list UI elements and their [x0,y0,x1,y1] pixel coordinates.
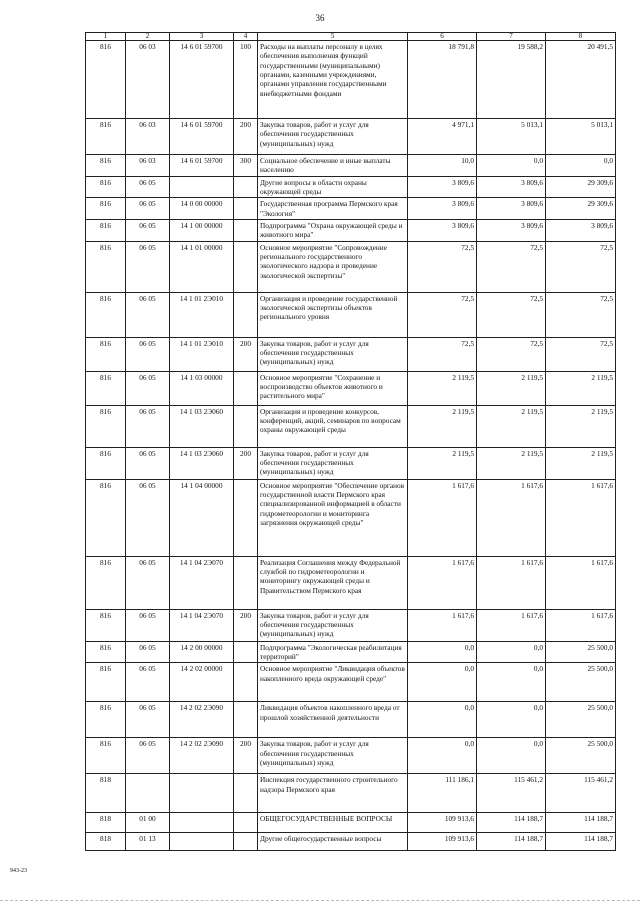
target-article-cell [170,833,234,851]
description-cell: Закупка товаров, работ и услуг для обеспечения государственных (муниципальных) нужд [258,119,408,155]
amount-col7-cell: 2 119,5 [477,447,546,479]
amount-col6-cell: 72,5 [408,337,477,371]
expense-type-cell [234,479,258,556]
amount-col6-cell: 72,5 [408,292,477,337]
amount-col8-cell: 2 119,5 [546,371,616,405]
footer-code: 943-23 [10,868,27,874]
section-code-cell: 06 05 [126,609,170,641]
target-article-cell: 14 1 01 2Э010 [170,292,234,337]
table-row [86,663,616,702]
amount-col7-cell: 0,0 [477,663,546,702]
amount-col7-cell: 0,0 [477,702,546,738]
grbs-code-cell: 818 [86,774,126,813]
page-number: 36 [315,13,325,23]
table-row [86,609,616,641]
target-article-cell: 14 6 01 59700 [170,41,234,119]
amount-col6-cell: 10,0 [408,155,477,177]
amount-col8-cell: 25 500,0 [546,641,616,663]
table-row [86,41,616,119]
amount-col7-cell: 72,5 [477,241,546,292]
amount-col8-cell: 20 491,5 [546,41,616,119]
amount-col7-cell: 19 588,2 [477,41,546,119]
table-row [86,119,616,155]
table-row [86,405,616,447]
amount-col8-cell: 1 617,6 [546,479,616,556]
expense-type-cell [234,198,258,220]
grbs-code-cell: 816 [86,556,126,609]
grbs-code-cell: 816 [86,447,126,479]
grbs-code-cell: 818 [86,833,126,851]
table-row [86,337,616,371]
description-cell: Подпрограмма "Охрана окружающей среды и животного мира" [258,219,408,241]
grbs-code-cell: 816 [86,405,126,447]
grbs-code-cell: 816 [86,176,126,198]
table-body [86,41,616,851]
amount-col7-cell: 72,5 [477,292,546,337]
grbs-code-cell: 816 [86,371,126,405]
expense-type-cell [234,219,258,241]
target-article-cell [170,774,234,813]
expense-type-cell: 200 [234,447,258,479]
target-article-cell: 14 1 04 2Э070 [170,556,234,609]
description-cell: Закупка товаров, работ и услуг для обеспечения государственных (муниципальных) нужд [258,447,408,479]
description-cell: ОБЩЕГОСУДАРСТВЕННЫЕ ВОПРОСЫ [258,813,408,833]
table-row [86,702,616,738]
description-cell: Закупка товаров, работ и услуг для обеспечения государственных (муниципальных) нужд [258,738,408,774]
target-article-cell: 14 1 03 00000 [170,371,234,405]
amount-col6-cell: 3 809,6 [408,198,477,220]
table-row [86,241,616,292]
target-article-cell: 14 6 01 59700 [170,119,234,155]
target-article-cell: 14 1 01 00000 [170,241,234,292]
amount-col8-cell: 0,0 [546,155,616,177]
section-code-cell: 06 05 [126,738,170,774]
amount-col7-cell: 0,0 [477,155,546,177]
table-row [86,447,616,479]
amount-col7-cell: 2 119,5 [477,405,546,447]
expense-type-cell [234,833,258,851]
amount-col6-cell: 72,5 [408,241,477,292]
expense-type-cell: 200 [234,337,258,371]
section-code-cell: 06 03 [126,155,170,177]
amount-col8-cell: 72,5 [546,337,616,371]
target-article-cell: 14 2 02 00000 [170,663,234,702]
section-code-cell: 01 13 [126,833,170,851]
target-article-cell: 14 1 03 2Э060 [170,405,234,447]
table-row [86,371,616,405]
section-code-cell: 06 05 [126,479,170,556]
target-article-cell: 14 1 01 2Э010 [170,337,234,371]
amount-col6-cell: 3 809,6 [408,219,477,241]
amount-col6-cell: 1 617,6 [408,609,477,641]
column-header: 2 [126,33,170,41]
amount-col7-cell: 72,5 [477,337,546,371]
amount-col8-cell: 5 013,1 [546,119,616,155]
budget-table [85,32,616,851]
amount-col6-cell: 0,0 [408,702,477,738]
table-row [86,833,616,851]
amount-col8-cell: 29 309,6 [546,198,616,220]
expense-type-cell [234,176,258,198]
description-cell: Реализация Соглашения между Федеральной службой по гидрометеорологии и мониторингу окружающей среды и Правительством Пермского края [258,556,408,609]
amount-col6-cell: 109 913,6 [408,813,477,833]
table-row [86,774,616,813]
amount-col6-cell: 1 617,6 [408,556,477,609]
amount-col8-cell: 2 119,5 [546,405,616,447]
target-article-cell: 14 0 00 00000 [170,198,234,220]
grbs-code-cell: 816 [86,241,126,292]
description-cell: Закупка товаров, работ и услуг для обеспечения государственных (муниципальных) нужд [258,337,408,371]
amount-col6-cell: 0,0 [408,738,477,774]
amount-col7-cell: 114 188,7 [477,813,546,833]
expense-type-cell: 300 [234,155,258,177]
amount-col8-cell: 29 309,6 [546,176,616,198]
amount-col6-cell: 3 809,6 [408,176,477,198]
expense-type-cell [234,241,258,292]
table-row [86,556,616,609]
column-header: 3 [170,33,234,41]
expense-type-cell: 100 [234,41,258,119]
amount-col6-cell: 4 971,1 [408,119,477,155]
amount-col7-cell: 114 188,7 [477,833,546,851]
grbs-code-cell: 816 [86,155,126,177]
amount-col6-cell: 2 119,5 [408,447,477,479]
expense-type-cell [234,813,258,833]
expense-type-cell: 200 [234,738,258,774]
amount-col8-cell: 25 500,0 [546,663,616,702]
description-cell: Социальное обеспечение и иные выплаты населению [258,155,408,177]
expense-type-cell: 200 [234,609,258,641]
column-header: 4 [234,33,258,41]
target-article-cell: 14 6 01 59700 [170,155,234,177]
section-code-cell: 06 03 [126,41,170,119]
amount-col7-cell: 5 013,1 [477,119,546,155]
grbs-code-cell: 816 [86,702,126,738]
expense-type-cell [234,405,258,447]
description-cell: Ликвидация объектов накопленного вреда от прошлой хозяйственной деятельности [258,702,408,738]
description-cell: Организация и проведение государственной экологической экспертизы объектов регионального уровня [258,292,408,337]
amount-col7-cell: 115 461,2 [477,774,546,813]
section-code-cell: 06 03 [126,119,170,155]
table-row [86,813,616,833]
amount-col8-cell: 2 119,5 [546,447,616,479]
grbs-code-cell: 818 [86,813,126,833]
description-cell: Основное мероприятие "Ликвидация объектов накопленного вреда окружающей среде" [258,663,408,702]
amount-col7-cell: 3 809,6 [477,198,546,220]
grbs-code-cell: 816 [86,663,126,702]
grbs-code-cell: 816 [86,479,126,556]
description-cell: Основное мероприятие "Обеспечение органов государственной власти Пермского края специализированной информацией в области гидрометеорологии и мониторинга загрязнения окружающей среды" [258,479,408,556]
description-cell: Основное мероприятие "Сохранение и воспроизводство объектов животного и растительного мира" [258,371,408,405]
target-article-cell: 14 2 02 2Э090 [170,738,234,774]
section-code-cell [126,774,170,813]
target-article-cell: 14 2 02 2Э090 [170,702,234,738]
grbs-code-cell: 816 [86,219,126,241]
expense-type-cell [234,292,258,337]
table-row [86,292,616,337]
amount-col6-cell: 0,0 [408,663,477,702]
amount-col6-cell: 0,0 [408,641,477,663]
grbs-code-cell: 816 [86,198,126,220]
target-article-cell: 14 1 00 00000 [170,219,234,241]
amount-col6-cell: 2 119,5 [408,371,477,405]
grbs-code-cell: 816 [86,41,126,119]
amount-col8-cell: 3 809,6 [546,219,616,241]
table-row [86,198,616,220]
section-code-cell: 06 05 [126,371,170,405]
table-row [86,738,616,774]
description-cell: Организация и проведение конкурсов, конференций, акций, семинаров по вопросам охраны окружающей среды [258,405,408,447]
expense-type-cell: 200 [234,119,258,155]
amount-col7-cell: 3 809,6 [477,219,546,241]
table-row [86,479,616,556]
target-article-cell: 14 1 04 00000 [170,479,234,556]
amount-col8-cell: 72,5 [546,292,616,337]
amount-col7-cell: 0,0 [477,738,546,774]
grbs-code-cell: 816 [86,641,126,663]
section-code-cell: 06 05 [126,556,170,609]
amount-col7-cell: 0,0 [477,641,546,663]
amount-col6-cell: 109 913,6 [408,833,477,851]
description-cell: Основное мероприятие "Сопровождение регионального государственного экологического надзора и проведение экологической экспертизы" [258,241,408,292]
table-row [86,155,616,177]
target-article-cell: 14 1 04 2Э070 [170,609,234,641]
description-cell: Закупка товаров, работ и услуг для обеспечения государственных (муниципальных) нужд [258,609,408,641]
amount-col8-cell: 114 188,7 [546,813,616,833]
section-code-cell: 06 05 [126,447,170,479]
description-cell: Государственная программа Пермского края "Экология" [258,198,408,220]
grbs-code-cell: 816 [86,609,126,641]
column-header: 8 [546,33,616,41]
section-code-cell: 06 05 [126,219,170,241]
description-cell: Расходы на выплаты персоналу в целях обеспечения выполнения функций государственными (муниципальными) органами, казенными учреждениями, органами управления государственными внебюджетными фондами [258,41,408,119]
column-header: 5 [258,33,408,41]
column-number-row [86,33,616,41]
section-code-cell: 06 05 [126,176,170,198]
description-cell: Другие общегосударственные вопросы [258,833,408,851]
grbs-code-cell: 816 [86,119,126,155]
section-code-cell: 06 05 [126,702,170,738]
expense-type-cell [234,774,258,813]
section-code-cell: 06 05 [126,663,170,702]
amount-col8-cell: 72,5 [546,241,616,292]
expense-type-cell [234,371,258,405]
expense-type-cell [234,702,258,738]
amount-col8-cell: 115 461,2 [546,774,616,813]
amount-col7-cell: 1 617,6 [477,609,546,641]
column-header: 1 [86,33,126,41]
column-header: 7 [477,33,546,41]
description-cell: Подпрограмма "Экологическая реабилитация территорий" [258,641,408,663]
target-article-cell [170,176,234,198]
section-code-cell: 01 00 [126,813,170,833]
target-article-cell: 14 2 00 00000 [170,641,234,663]
section-code-cell: 06 05 [126,641,170,663]
section-code-cell: 06 05 [126,241,170,292]
section-code-cell: 06 05 [126,198,170,220]
grbs-code-cell: 816 [86,738,126,774]
section-code-cell: 06 05 [126,405,170,447]
amount-col8-cell: 25 500,0 [546,702,616,738]
amount-col6-cell: 2 119,5 [408,405,477,447]
amount-col6-cell: 18 791,8 [408,41,477,119]
section-code-cell: 06 05 [126,337,170,371]
amount-col8-cell: 25 500,0 [546,738,616,774]
expense-type-cell [234,641,258,663]
target-article-cell: 14 1 03 2Э060 [170,447,234,479]
amount-col7-cell: 2 119,5 [477,371,546,405]
description-cell: Другие вопросы в области охраны окружающей среды [258,176,408,198]
grbs-code-cell: 816 [86,337,126,371]
table-row [86,219,616,241]
expense-type-cell [234,663,258,702]
section-code-cell: 06 05 [126,292,170,337]
scan-edge-line [0,900,640,901]
amount-col7-cell: 1 617,6 [477,556,546,609]
amount-col8-cell: 1 617,6 [546,556,616,609]
amount-col6-cell: 111 186,1 [408,774,477,813]
grbs-code-cell: 816 [86,292,126,337]
amount-col7-cell: 3 809,6 [477,176,546,198]
target-article-cell [170,813,234,833]
table-row [86,176,616,198]
amount-col7-cell: 1 617,6 [477,479,546,556]
column-header: 6 [408,33,477,41]
amount-col8-cell: 1 617,6 [546,609,616,641]
amount-col6-cell: 1 617,6 [408,479,477,556]
table-row [86,641,616,663]
expense-type-cell [234,556,258,609]
description-cell: Инспекция государственного строительного надзора Пермского края [258,774,408,813]
amount-col8-cell: 114 188,7 [546,833,616,851]
